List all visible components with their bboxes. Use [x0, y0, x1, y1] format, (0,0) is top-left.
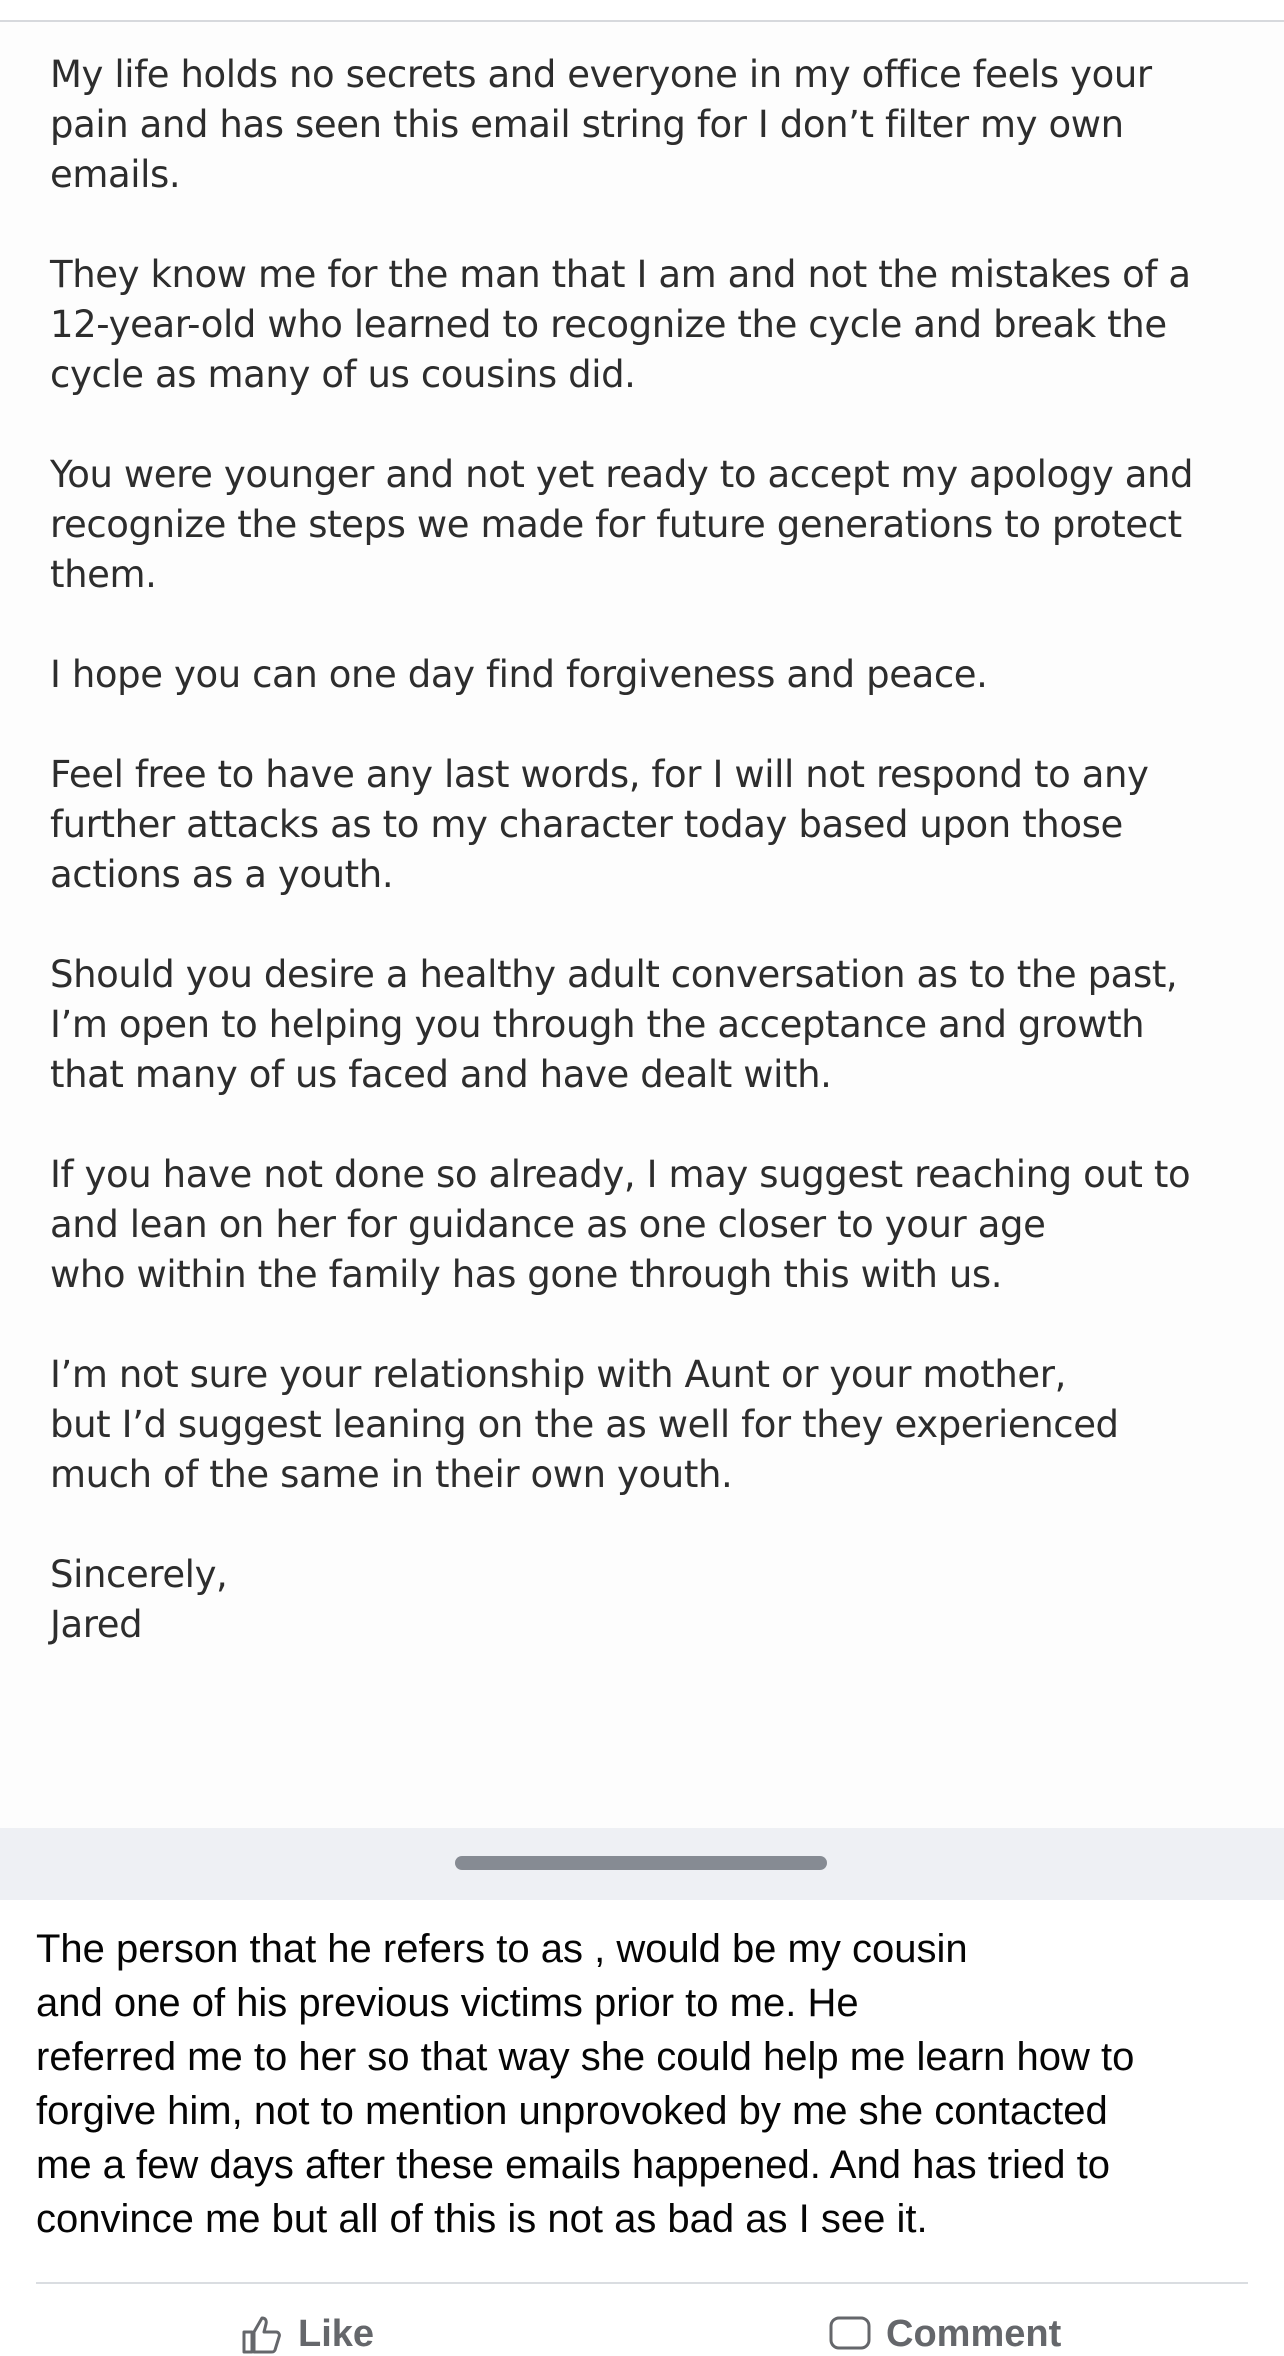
email-body [50, 50, 1230, 1650]
email-signoff: Sincerely, Jared [50, 1553, 228, 1646]
comment-button[interactable] [828, 2312, 1061, 2356]
email-paragraph: If you have not done so already, I may suggest reaching out to and lean on her for guidance as one closer to your age who within the family has gone through this with us. [50, 1153, 1191, 1296]
email-paragraph: Feel free to have any last words, for I will not respond to any further attacks as to my character today based upon those actions as a youth. [50, 753, 1149, 896]
email-paragraph: They know me for the man that I am and not the mistakes of a 12-year-old who learned to recognize the cycle and break the cycle as many of us cousins did. [50, 253, 1191, 396]
email-paragraph: You were younger and not yet ready to accept my apology and recognize the steps we made for future generations to protect them. [50, 453, 1194, 596]
thumbs-up-icon [240, 2312, 284, 2356]
post-actions-bar [0, 2300, 1284, 2355]
speech-bubble-icon [828, 2312, 872, 2356]
email-screenshot-image [0, 22, 1284, 1828]
email-paragraph: My life holds no secrets and everyone in my office feels your pain and has seen this email string for I don’t filter my own emails. [50, 53, 1152, 196]
image-carousel-band [0, 1828, 1284, 1900]
like-button[interactable] [240, 2312, 374, 2356]
email-paragraph: I’m not sure your relationship with Aunt or your mother, but I’d suggest leaning on the as well for they experienced much of the same in their own youth. [50, 1353, 1119, 1496]
like-label: Like [298, 2312, 375, 2355]
email-paragraph: I hope you can one day find forgiveness and peace. [50, 653, 988, 696]
drag-handle[interactable] [455, 1856, 827, 1870]
post-caption: The person that he refers to as , would be my cousin and one of his previous victims prior to me. He referred me to her so that way she could help me learn how to forgive him, not to mention unprovoked by me she contacted me a few days after these emails happened. And has tried to convince me but all of this is not as bad as I see it. [36, 1927, 1135, 2241]
comment-label: Comment [886, 2312, 1062, 2355]
actions-divider [36, 2282, 1248, 2284]
email-paragraph: Should you desire a healthy adult conversation as to the past, I’m open to helping you through the acceptance and growth that many of us faced and have dealt with. [50, 953, 1178, 1096]
